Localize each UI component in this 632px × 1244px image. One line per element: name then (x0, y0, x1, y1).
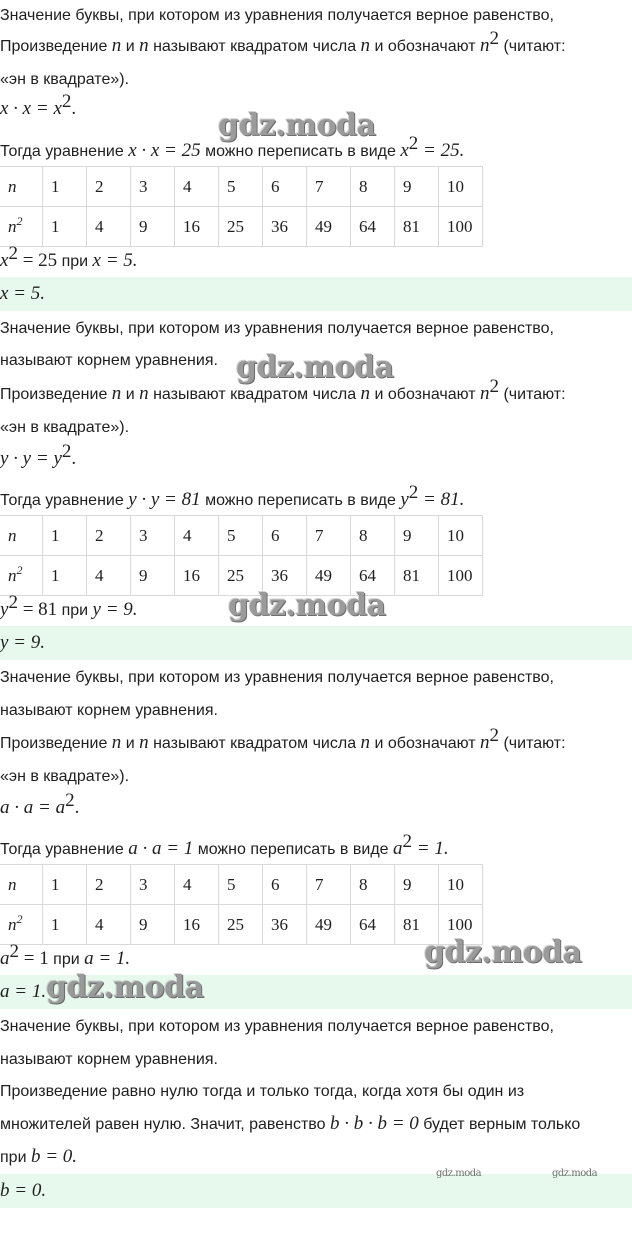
text-line: Произведение n и n называют квадратом числа n и обозначают $n^2$ (читают: (0, 725, 566, 753)
table-cell: 4 (87, 556, 131, 596)
table-cell: 3 (131, 865, 175, 905)
table-cell: 81 (395, 207, 439, 247)
watermark: gdz.moda (424, 935, 582, 970)
table-cell: 8 (351, 167, 395, 207)
table-cell: 10 (439, 865, 483, 905)
table-cell: 1 (43, 865, 87, 905)
table-cell: 9 (395, 167, 439, 207)
text-line: при b = 0. (0, 1146, 78, 1167)
table-cell: 9 (131, 905, 175, 945)
table-cell: 64 (351, 905, 395, 945)
table-cell: 100 (439, 207, 483, 247)
answer: b = 0. (0, 1180, 47, 1201)
text-line: «эн в квадрате»). (0, 768, 130, 785)
text-line: называют корнем уравнения. (0, 1051, 218, 1068)
table-cell: n (0, 516, 43, 556)
table-cell: 2 (87, 167, 131, 207)
watermark: gdz.moda (236, 350, 394, 385)
answer-box (0, 1174, 632, 1208)
table-cell: 49 (307, 207, 351, 247)
table-cell: 64 (351, 207, 395, 247)
table-cell: 7 (307, 167, 351, 207)
table-cell: 9 (131, 556, 175, 596)
table-cell: 10 (439, 516, 483, 556)
table-cell: n (0, 865, 43, 905)
text-line: $y^2 = 81$ при y = 9. (0, 592, 138, 620)
table-cell: 2 (87, 865, 131, 905)
squares-table (0, 864, 483, 945)
table-cell: $n^2$ (0, 556, 43, 596)
table-cell: 8 (351, 865, 395, 905)
table-cell: 9 (395, 516, 439, 556)
table-cell: 81 (395, 905, 439, 945)
table-cell: 25 (219, 556, 263, 596)
text-line: «эн в квадрате»). (0, 71, 130, 88)
table-row (0, 905, 483, 945)
table-row (0, 167, 483, 207)
equation: $a \cdot a = a^2$. (0, 790, 80, 818)
watermark: gdz.moda (218, 108, 376, 143)
answer: y = 9. (0, 632, 46, 653)
table-cell: 1 (43, 905, 87, 945)
answer: x = 5. (0, 283, 46, 304)
table-cell: 16 (175, 905, 219, 945)
table-cell: 10 (439, 167, 483, 207)
text-line: Тогда уравнение x · x = 25 можно переписать в виде $x^2 = 25$. (0, 133, 465, 161)
table-cell: 4 (87, 905, 131, 945)
watermark: gdz.moda (436, 1168, 482, 1179)
table-cell: 25 (219, 905, 263, 945)
table-cell: 4 (175, 516, 219, 556)
table-cell: 3 (131, 516, 175, 556)
table-cell: 49 (307, 556, 351, 596)
table-cell: 7 (307, 865, 351, 905)
table-cell: 6 (263, 516, 307, 556)
squares-table (0, 515, 483, 596)
table-cell: 64 (351, 556, 395, 596)
table-cell: $n^2$ (0, 905, 43, 945)
table-cell: 9 (395, 865, 439, 905)
text-line: называют корнем уравнения. (0, 352, 218, 369)
text-line: Произведение n и n называют квадратом числа n и обозначают $n^2$ (читают: (0, 376, 566, 404)
answer-box (0, 626, 632, 660)
table-cell: 100 (439, 556, 483, 596)
table-cell: 4 (175, 167, 219, 207)
table-cell: 100 (439, 905, 483, 945)
table-cell: n (0, 167, 43, 207)
equation: $x \cdot x = x^2$. (0, 91, 77, 119)
table-cell: 5 (219, 865, 263, 905)
text-line: Произведение равно нулю тогда и только тогда, когда хотя бы один из (0, 1083, 525, 1100)
text-line: называют корнем уравнения. (0, 702, 218, 719)
table-cell: 4 (175, 865, 219, 905)
text-line: Тогда уравнение a · a = 1 можно переписать в виде $a^2 = 1$. (0, 831, 449, 859)
equation: $y \cdot y = y^2$. (0, 441, 77, 469)
table-cell: 3 (131, 167, 175, 207)
table-cell: 1 (43, 167, 87, 207)
text-line: Произведение n и n называют квадратом числа n и обозначают $n^2$ (читают: (0, 28, 566, 56)
table-cell: 36 (263, 556, 307, 596)
text-line: $a^2 = 1$ при a = 1. (0, 941, 131, 969)
table-cell: 5 (219, 516, 263, 556)
table-cell: 16 (175, 207, 219, 247)
table-cell: 4 (87, 207, 131, 247)
table-cell: 1 (43, 516, 87, 556)
table-cell: 1 (43, 207, 87, 247)
answer: a = 1. (0, 981, 47, 1002)
table-cell: 8 (351, 516, 395, 556)
table-cell: 36 (263, 207, 307, 247)
table-cell: 5 (219, 167, 263, 207)
text-line: множителей равен нулю. Значит, равенство b · b · b = 0 будет верным только (0, 1113, 581, 1134)
watermark: gdz.moda (46, 970, 204, 1005)
text-line: Значение буквы, при котором из уравнения получается верное равенство, (0, 320, 554, 337)
table-cell: 81 (395, 556, 439, 596)
table-cell: 1 (43, 556, 87, 596)
table-cell: 49 (307, 905, 351, 945)
table-cell: 6 (263, 167, 307, 207)
text-line: Значение буквы, при котором из уравнения получается верное равенство, (0, 669, 554, 686)
table-cell: 2 (87, 516, 131, 556)
answer-box (0, 277, 632, 311)
text-line: Тогда уравнение y · y = 81 можно переписать в виде $y^2 = 81$. (0, 482, 465, 510)
text-line: «эн в квадрате»). (0, 419, 130, 436)
table-row (0, 865, 483, 905)
table-cell: 7 (307, 516, 351, 556)
watermark: gdz.moda (228, 588, 386, 623)
text-line: $x^2 = 25$ при x = 5. (0, 243, 138, 271)
text-line: Значение буквы, при котором из уравнения получается верное равенство, (0, 7, 554, 24)
text-line: Значение буквы, при котором из уравнения получается верное равенство, (0, 1018, 554, 1035)
table-cell: $n^2$ (0, 207, 43, 247)
watermark: gdz.moda (552, 1168, 598, 1179)
table-cell: 36 (263, 905, 307, 945)
table-cell: 16 (175, 556, 219, 596)
table-cell: 6 (263, 865, 307, 905)
table-cell: 25 (219, 207, 263, 247)
table-cell: 9 (131, 207, 175, 247)
squares-table (0, 166, 483, 247)
table-row (0, 516, 483, 556)
table-row (0, 207, 483, 247)
